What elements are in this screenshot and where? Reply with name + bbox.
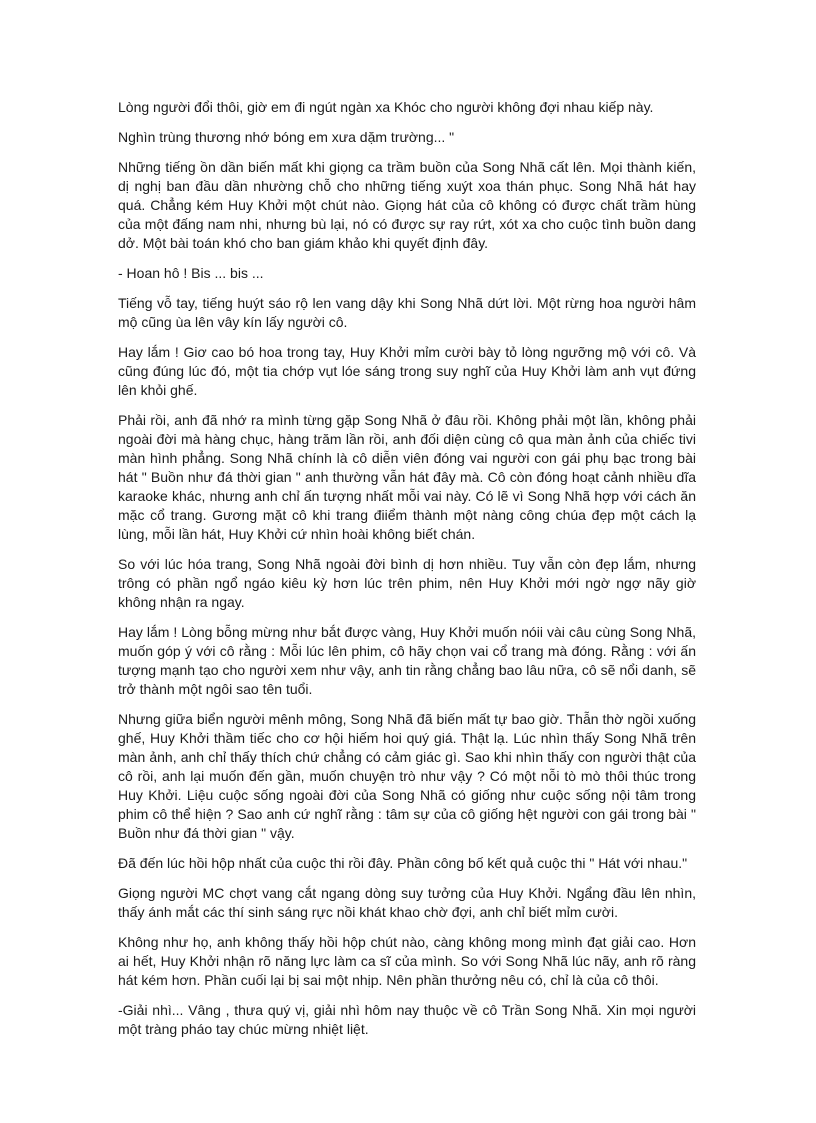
- paragraph-14: -Giải nhì... Vâng , thưa quý vị, giải nhì hôm nay thuộc về cô Trần Song Nhã. Xin mọi người một tràng pháo tay chúc mừng nhiệt liệt.: [118, 1002, 696, 1037]
- paragraph-12: Giọng người MC chợt vang cắt ngang dòng suy tưởng của Huy Khởi. Ngẩng đầu lên nhìn, thấy ánh mắt các thí sinh sáng rực nồi khát khao chờ đợi, anh chỉ biết mỉm cười.: [118, 885, 696, 920]
- paragraph-8: So với lúc hóa trang, Song Nhã ngoài đời bình dị hơn nhiều. Tuy vẫn còn đẹp lắm, nhưng trông có phần ngổ ngáo kiêu kỳ hơn lúc trên phim, nên Huy Khởi mới ngờ ngợ nãy giờ không nhận ra ngay.: [118, 556, 696, 610]
- paragraph-1: Lòng người đổi thôi, giờ em đi ngút ngàn xa Khóc cho người không đợi nhau kiếp này.: [118, 99, 654, 115]
- document-page: [118, 98, 696, 1050]
- paragraph-2: Nghìn trùng thương nhớ bóng em xưa dặm trường... ": [118, 129, 455, 145]
- paragraph-10: Nhưng giữa biển người mênh mông, Song Nhã đã biến mất tự bao giờ. Thẫn thờ ngồi xuống ghế, Huy Khởi thầm tiếc cho cơ hội hiếm hoi quý giá. Thật lạ. Lúc nhìn thấy Song Nhã trên màn ảnh, anh chỉ thấy thích chứ chẳng có cảm giác gì. Sao khi nhìn thấy con người thật của cô rồi, anh lại muốn đến gần, muốn chuyện trò như vậy ? Có một nỗi tò mò thôi thúc trong Huy Khởi. Liệu cuộc sống ngoài đời của Song Nhã có giống như cuộc sống nội tâm trong phim cô thể hiện ? Sao anh cứ nghĩ rằng : tâm sự của cô giống hệt người con gái trong bài " Buồn như đá thời gian " vậy.: [118, 711, 696, 841]
- paragraph-7: Phải rồi, anh đã nhớ ra mình từng gặp Song Nhã ở đâu rồi. Không phải một lần, không phải ngoài đời mà hàng chục, hàng trăm lần rồi, anh đối diện cùng cô qua màn ảnh của chiếc tivi màn hình phẳng. Song Nhã chính là cô diễn viên đóng vai người con gái phụ bạc trong bài hát " Buồn như đá thời gian " anh thường vẫn hát đây mà. Cô còn đóng hoạt cảnh nhiều dĩa karaoke khác, nhưng anh chỉ ấn tượng nhất mỗi vai này. Có lẽ vì Song Nhã hợp với cách ăn mặc cổ trang. Gương mặt cô khi trang điiểm thành một nàng công chúa đẹp một cách lạ lùng, mỗi lần hát, Huy Khởi cứ nhìn hoài không biết chán.: [118, 412, 696, 542]
- paragraph-3: Những tiếng ồn dần biến mất khi giọng ca trầm buồn của Song Nhã cất lên. Mọi thành kiến, dị nghị ban đầu dần nhường chỗ cho những tiếng xuýt xoa thán phục. Song Nhã hát hay quá. Chẳng kém Huy Khởi một chút nào. Giọng hát của cô không có được chất trầm hùng của một đấng nam nhi, nhưng bù lại, nó có được sự ray rứt, xót xa cho cuộc tình buồn dang dở. Một bài toán khó cho ban giám khảo khi quyết định đây.: [118, 159, 696, 251]
- paragraph-13: Không như họ, anh không thấy hồi hộp chút nào, càng không mong mình đạt giải cao. Hơn ai hết, Huy Khởi nhận rõ năng lực làm ca sĩ của mình. So với Song Nhã lúc nãy, anh rõ ràng hát kém hơn. Phần cuối lại bị sai một nhịp. Nên phần thưởng nêu có, chỉ là của cô thôi.: [118, 934, 696, 988]
- paragraph-4: - Hoan hô ! Bis ... bis ...: [118, 265, 264, 281]
- paragraph-11: Đã đến lúc hồi hộp nhất của cuộc thi rồi đây. Phần công bố kết quả cuộc thi " Hát với nhau.": [118, 855, 688, 871]
- paragraph-6: Hay lắm ! Giơ cao bó hoa trong tay, Huy Khởi mỉm cười bày tỏ lòng ngưỡng mộ với cô. Và cũng đúng lúc đó, một tia chớp vụt lóe sáng trong suy nghĩ của Huy Khởi làm anh vụt đứng lên khỏi ghế.: [118, 344, 696, 398]
- paragraph-9: Hay lắm ! Lòng bỗng mừng như bắt được vàng, Huy Khởi muốn nóii vài câu cùng Song Nhã, muốn góp ý với cô rằng : Mỗi lúc lên phim, cô hãy chọn vai cổ trang mà đóng. Rằng : với ấn tượng mạnh tạo cho người xem như vậy, anh tin rằng chẳng bao lâu nữa, cô sẽ nổi danh, sẽ trở thành một ngôi sao tên tuổi.: [118, 624, 696, 697]
- paragraph-5: Tiếng vỗ tay, tiếng huýt sáo rộ len vang dậy khi Song Nhã dứt lời. Một rừng hoa người hâm mộ cũng ùa lên vây kín lấy người cô.: [118, 295, 696, 330]
